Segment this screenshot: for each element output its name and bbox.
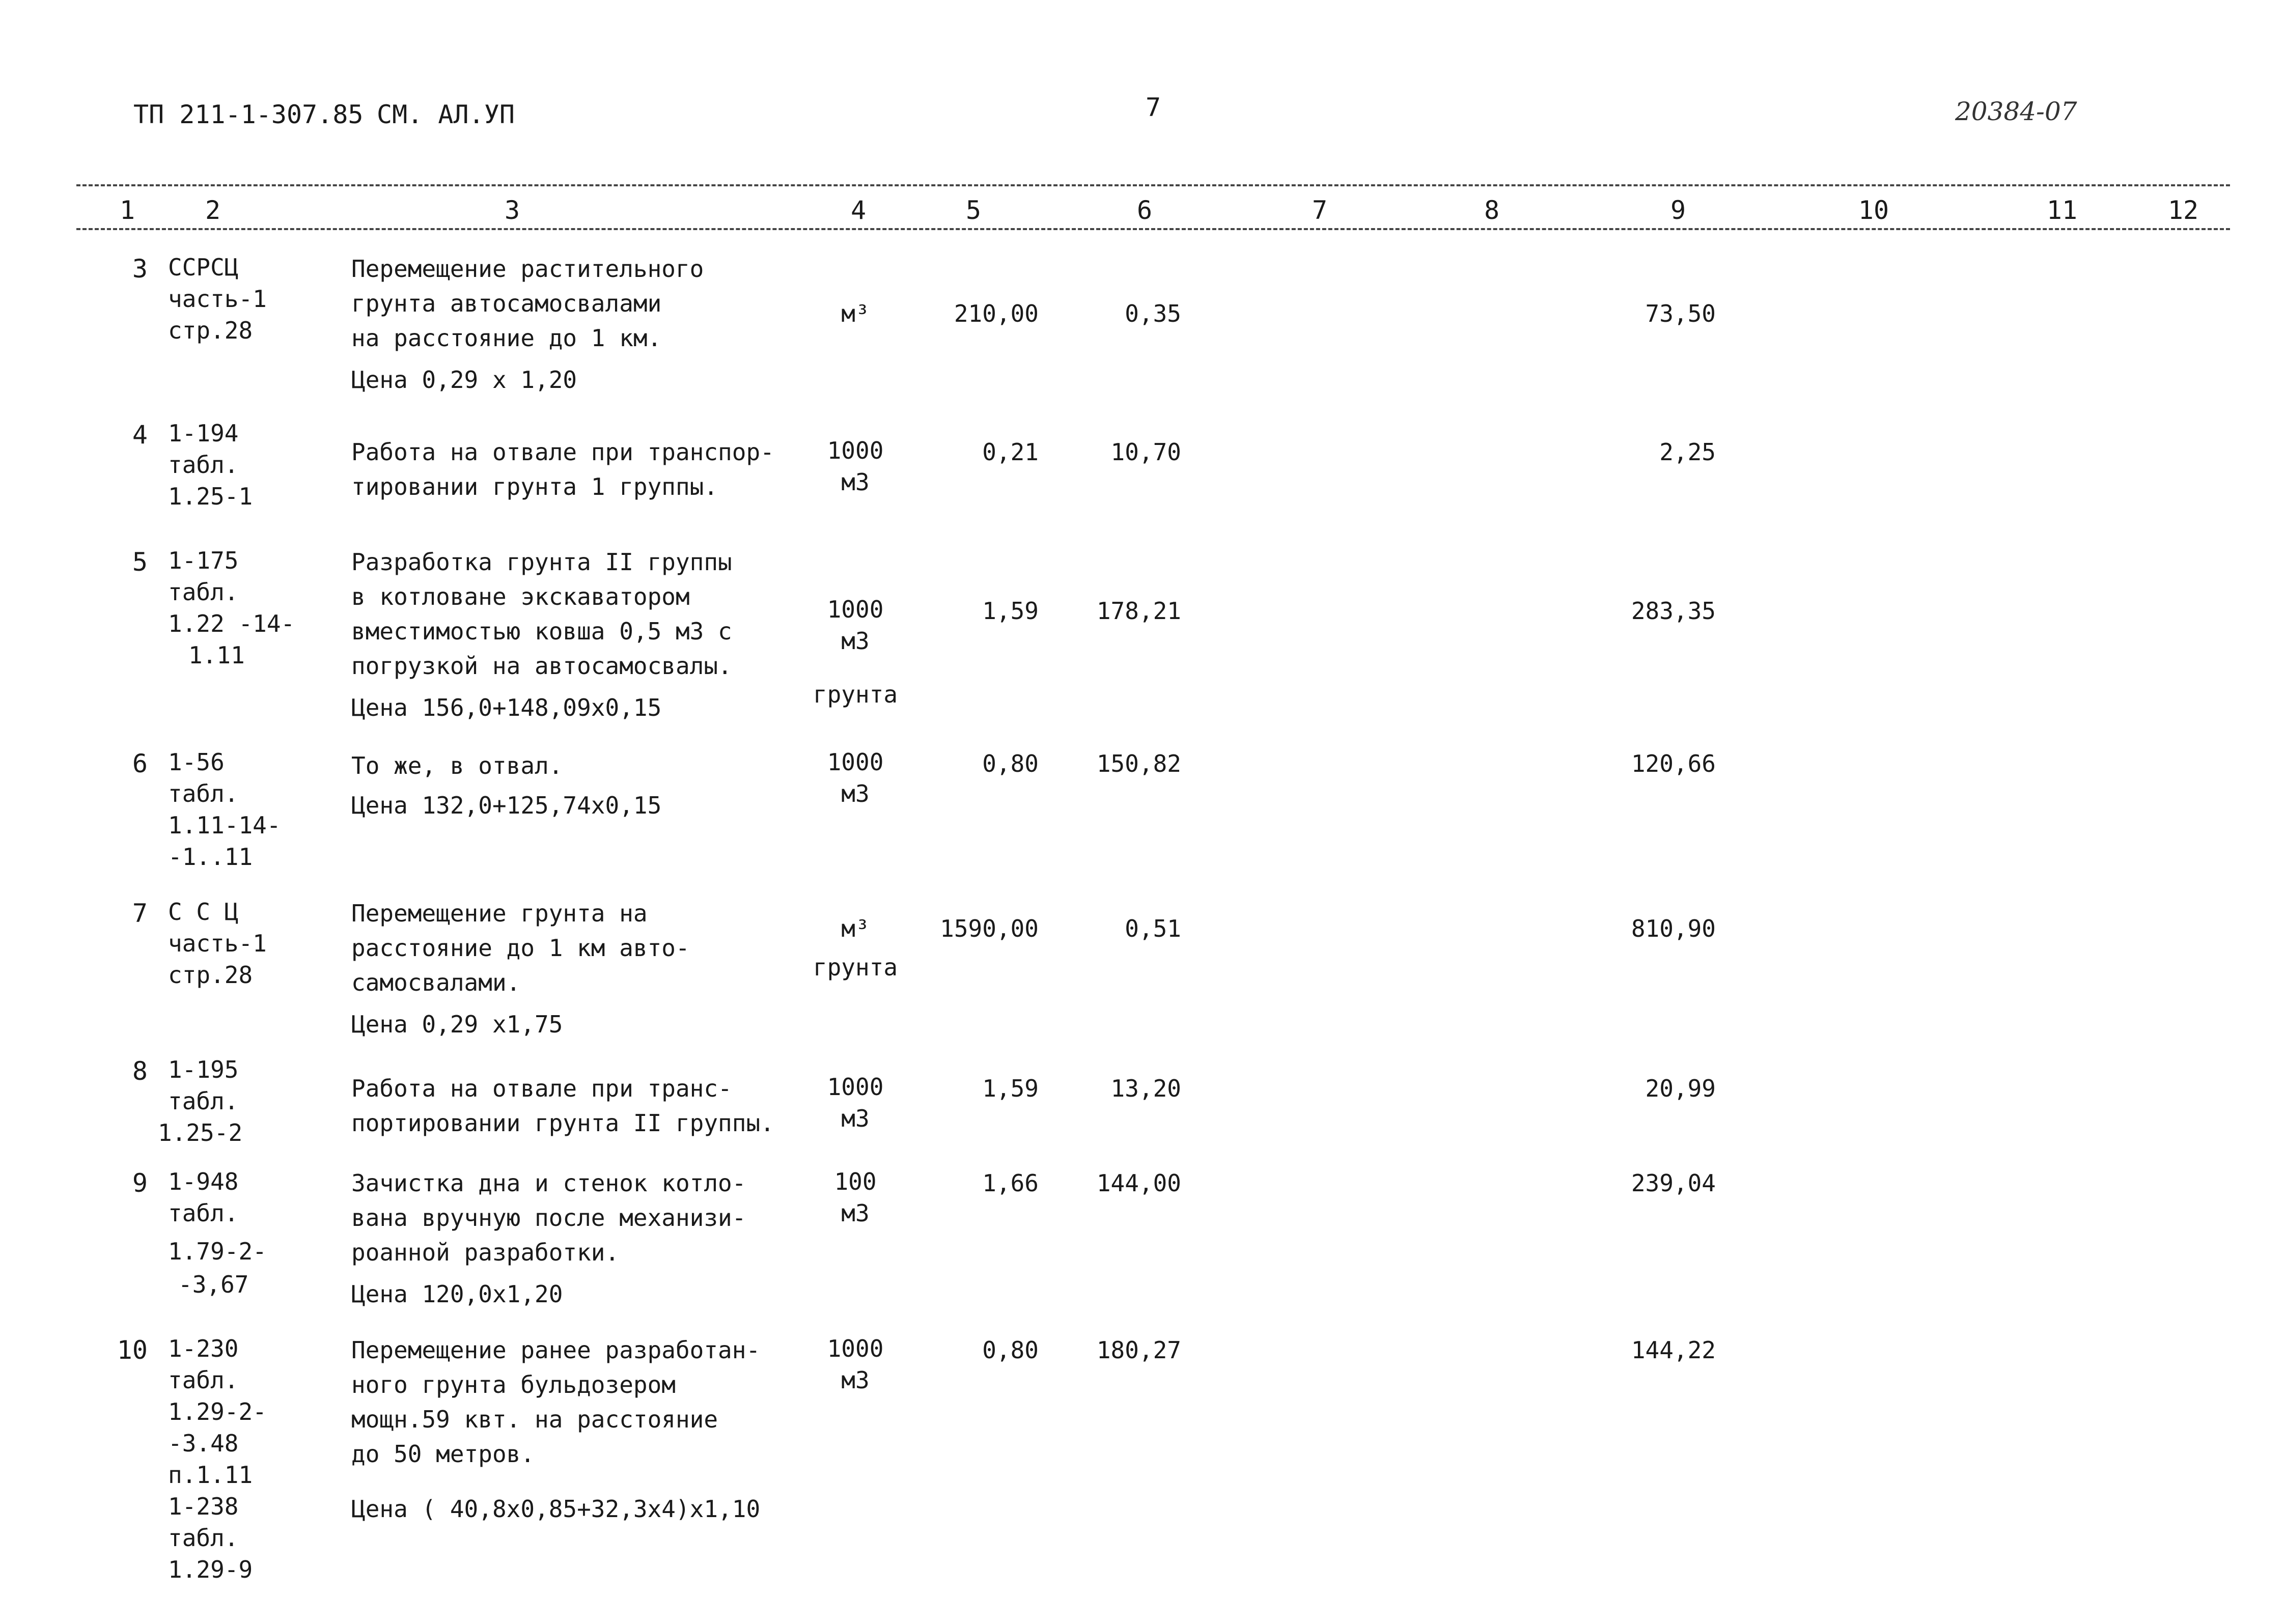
total-cost: 73,50 bbox=[1645, 300, 1716, 327]
album-reference: СМ. АЛ.УП bbox=[377, 100, 515, 129]
work-description: Перемещение растительного грунта автосамосвалами на расстояние до 1 км. Цена 0,29 х 1,20 bbox=[351, 251, 704, 397]
quantity: 210,00 bbox=[954, 300, 1039, 327]
unit: м³ bbox=[841, 300, 870, 327]
unit-cost: 10,70 bbox=[1110, 438, 1181, 466]
row-number: 8 bbox=[132, 1056, 148, 1086]
unit-cost: 0,51 bbox=[1125, 915, 1181, 942]
total-cost: 2,25 bbox=[1659, 438, 1716, 466]
price-formula: Цена 0,29 х1,75 bbox=[351, 1011, 563, 1038]
column-number: 5 bbox=[965, 195, 982, 225]
page-number: 7 bbox=[1146, 93, 1161, 122]
work-description: Перемещение грунта на расстояние до 1 км авто- самосвалами. Цена 0,29 х1,75 bbox=[351, 896, 690, 1042]
price-formula: Цена 132,0+125,74х0,15 bbox=[351, 792, 662, 819]
quantity: 0,80 bbox=[982, 1336, 1039, 1364]
column-number: 11 bbox=[2046, 195, 2078, 225]
unit: м³ грунта bbox=[813, 915, 898, 981]
total-cost: 810,90 bbox=[1631, 915, 1716, 942]
inventory-number: 20384-07 bbox=[1955, 97, 2077, 126]
price-formula: Цена 120,0х1,20 bbox=[351, 1280, 563, 1308]
norm-reference: 1-175 табл. 1.22 -14- 1.11 bbox=[168, 547, 295, 669]
price-formula: Цена 0,29 х 1,20 bbox=[351, 366, 577, 394]
table-top-rule bbox=[76, 184, 2230, 186]
norm-reference: 1-948 табл. 1.79-2- -3,67 bbox=[168, 1168, 267, 1298]
norm-reference: С С Ц часть-1 стр.28 bbox=[168, 898, 267, 989]
unit: 1000 м3 bbox=[827, 1073, 884, 1132]
norm-reference: 1-194 табл. 1.25-1 bbox=[168, 419, 253, 510]
norm-reference: 1-195 табл. 1.25-2 bbox=[158, 1056, 243, 1146]
unit-cost: 0,35 bbox=[1125, 300, 1181, 327]
unit-cost: 178,21 bbox=[1096, 597, 1181, 625]
column-number: 12 bbox=[2167, 195, 2199, 225]
price-formula: Цена 156,0+148,09х0,15 bbox=[351, 694, 662, 721]
unit: 1000 м3 bbox=[827, 437, 884, 496]
work-description: Работа на отвале при транспор- тировании грунта 1 группы. bbox=[351, 438, 774, 500]
quantity: 0,80 bbox=[982, 750, 1039, 777]
unit-cost: 144,00 bbox=[1096, 1169, 1181, 1197]
quantity: 1,59 bbox=[982, 597, 1039, 625]
total-cost: 144,22 bbox=[1631, 1336, 1716, 1364]
column-number: 8 bbox=[1484, 195, 1500, 225]
quantity: 1590,00 bbox=[940, 915, 1039, 942]
work-description: Разработка грунта II группы в котловане экскаватором вместимостью ковша 0,5 м3 с погрузкой на автосамосвалы. Цена 156,0+148,09х0,15 bbox=[351, 545, 732, 725]
unit: 1000 м3 грунта bbox=[813, 596, 898, 708]
column-number: 9 bbox=[1670, 195, 1686, 225]
column-number: 7 bbox=[1312, 195, 1328, 225]
total-cost: 239,04 bbox=[1631, 1169, 1716, 1197]
row-number: 4 bbox=[132, 420, 148, 450]
unit: 1000 м3 bbox=[827, 1335, 884, 1394]
work-description: Работа на отвале при транс- портировании грунта II группы. bbox=[351, 1075, 774, 1137]
total-cost: 120,66 bbox=[1631, 750, 1716, 777]
column-number: 2 bbox=[205, 195, 221, 225]
row-number: 3 bbox=[132, 254, 148, 284]
quantity: 1,66 bbox=[982, 1169, 1039, 1197]
document-code: ТП 211-1-307.85 bbox=[133, 100, 364, 129]
row-number: 7 bbox=[132, 899, 148, 928]
row-number: 5 bbox=[132, 547, 148, 577]
work-description: Перемещение ранее разработан- ного грунта бульдозером мощн.59 квт. на расстояние до 50 метров. Цена ( 40,8х0,85+32,3х4)х1,10 bbox=[351, 1333, 760, 1526]
row-number: 6 bbox=[132, 749, 148, 778]
total-cost: 20,99 bbox=[1645, 1075, 1716, 1102]
unit-cost: 13,20 bbox=[1110, 1075, 1181, 1102]
row-number: 10 bbox=[117, 1335, 148, 1365]
norm-reference: 1-56 табл. 1.11-14- -1..11 bbox=[168, 748, 281, 871]
total-cost: 283,35 bbox=[1631, 597, 1716, 625]
unit-cost: 150,82 bbox=[1096, 750, 1181, 777]
unit-cost: 180,27 bbox=[1096, 1336, 1181, 1364]
work-description: Зачистка дна и стенок котло- вана вручную после механизи- роанной разработки. Цена 120,0х1,20 bbox=[351, 1166, 746, 1311]
row-number: 9 bbox=[132, 1168, 148, 1198]
quantity: 0,21 bbox=[982, 438, 1039, 466]
norm-reference: ССРСЦ часть-1 стр.28 bbox=[168, 254, 267, 344]
unit: 1000 м3 bbox=[827, 748, 884, 807]
column-number: 4 bbox=[850, 195, 867, 225]
column-number: 6 bbox=[1136, 195, 1153, 225]
price-formula: Цена ( 40,8х0,85+32,3х4)х1,10 bbox=[351, 1495, 761, 1523]
column-number: 1 bbox=[119, 195, 135, 225]
header-bottom-rule bbox=[76, 228, 2230, 230]
work-description: То же, в отвал. Цена 132,0+125,74х0,15 bbox=[351, 748, 661, 823]
column-number: 10 bbox=[1858, 195, 1889, 225]
column-number: 3 bbox=[504, 195, 520, 225]
quantity: 1,59 bbox=[982, 1075, 1039, 1102]
norm-reference: 1-230 табл. 1.29-2- -3.48 п.1.11 1-238 табл. 1.29-9 bbox=[168, 1335, 267, 1583]
unit: 100 м3 bbox=[834, 1168, 877, 1227]
